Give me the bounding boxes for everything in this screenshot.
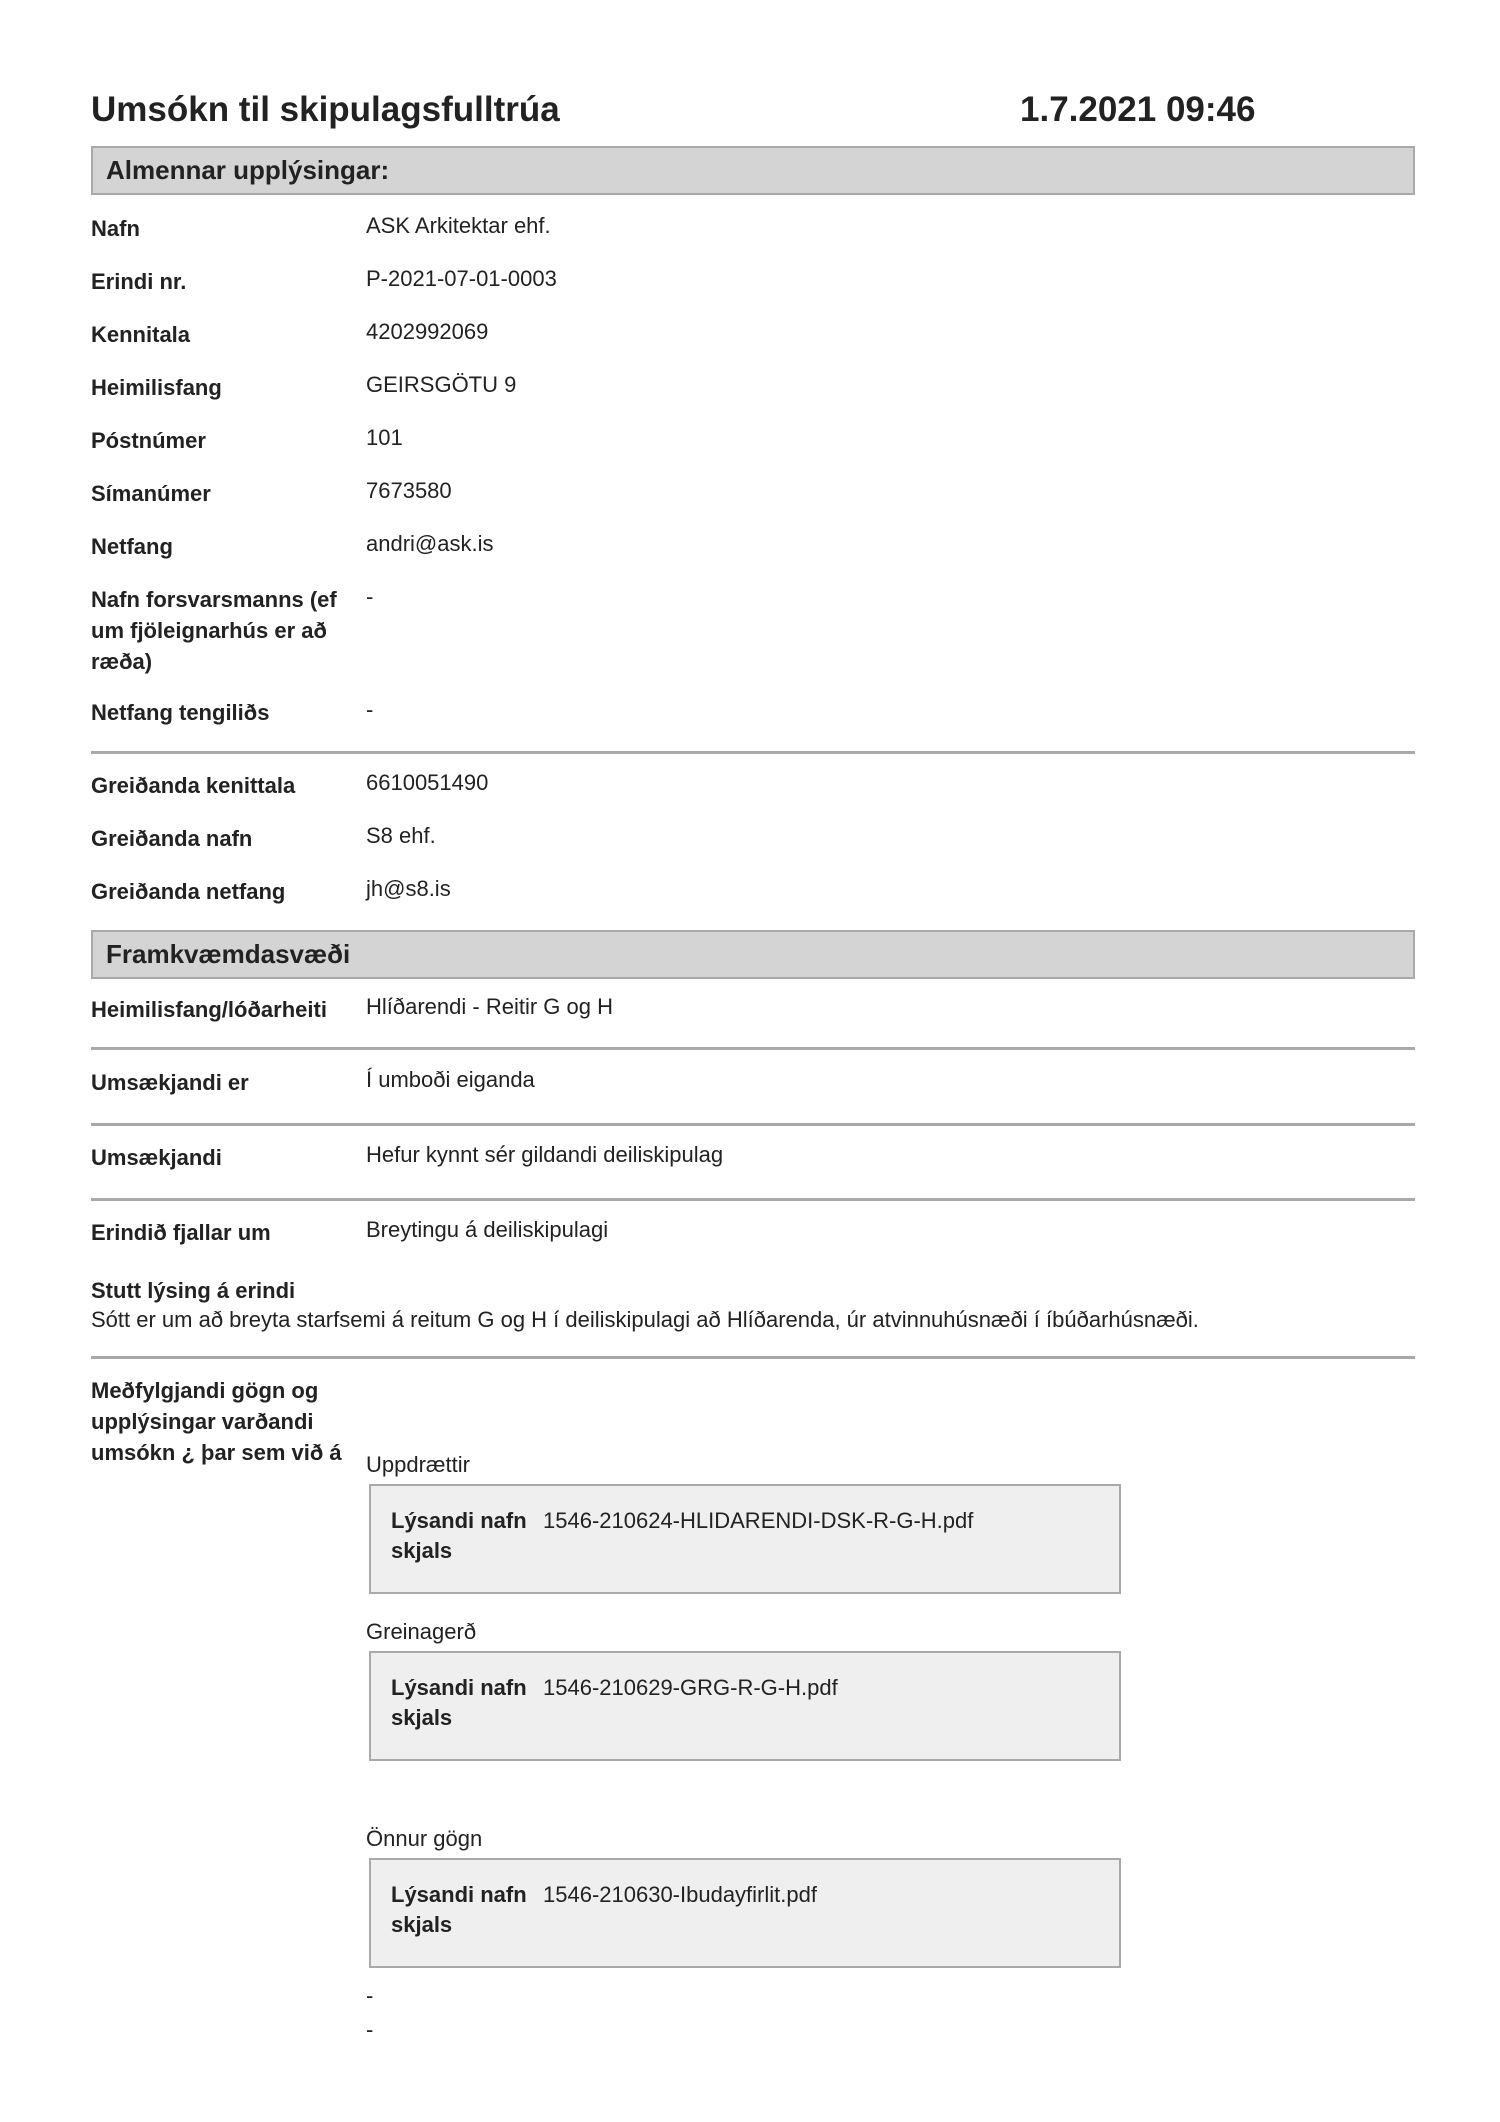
field-value-phone: 7673580 — [366, 478, 452, 503]
field-value-payer-email: jh@s8.is — [366, 876, 451, 901]
divider — [91, 1047, 1415, 1050]
section-header-project-area: Framkvæmdasvæði — [91, 930, 1415, 979]
field-label-applicant-is: Umsækjandi er — [91, 1070, 249, 1095]
field-label-contact-email: Netfang tengiliðs — [91, 700, 270, 725]
field-label-phone: Símanúmer — [91, 481, 211, 506]
divider — [91, 751, 1415, 754]
field-label-case-number: Erindi nr. — [91, 269, 187, 294]
field-value-case-subject: Breytingu á deiliskipulagi — [366, 1217, 609, 1242]
attachment-field-label: Lýsandi nafn skjals — [391, 1882, 527, 1937]
field-value-applicant: Hefur kynnt sér gildandi deiliskipulag — [366, 1142, 724, 1167]
case-description — [91, 1276, 1415, 1334]
attachments-label: Meðfylgjandi gögn og upplýsingar varðandi umsókn ¿ þar sem við á — [91, 1378, 342, 1465]
case-description-label: Stutt lýsing á erindi — [91, 1278, 296, 1303]
field-label-payer-id: Greiðanda kenittala — [91, 773, 296, 798]
field-label-name: Nafn — [91, 216, 140, 241]
field-value-applicant-is: Í umboði eiganda — [366, 1067, 535, 1092]
attachment-category-drawings: Uppdrættir — [366, 1452, 470, 1477]
field-value-postcode: 101 — [366, 425, 403, 450]
field-label-payer-email: Greiðanda netfang — [91, 879, 286, 904]
field-value-case-number: P-2021-07-01-0003 — [366, 266, 557, 291]
field-value-address: GEIRSGÖTU 9 — [366, 372, 517, 397]
divider — [91, 1356, 1415, 1359]
field-value-payer-id: 6610051490 — [366, 770, 489, 795]
field-value-email: andri@ask.is — [366, 531, 494, 556]
field-label-site-address: Heimilisfang/lóðarheiti — [91, 997, 327, 1022]
attachment-field-label: Lýsandi nafn skjals — [391, 1508, 527, 1563]
field-value-representative: - — [366, 584, 374, 609]
field-value-site-address: Hlíðarendi - Reitir G og H — [366, 994, 613, 1019]
attachment-category-other: Önnur gögn — [366, 1826, 483, 1851]
field-label-email: Netfang — [91, 534, 173, 559]
field-label-applicant: Umsækjandi — [91, 1145, 222, 1170]
field-label-representative: Nafn forsvarsmanns (ef um fjöleignarhús er að ræða) — [91, 587, 337, 674]
field-label-payer-name: Greiðanda nafn — [91, 826, 253, 851]
field-label-address: Heimilisfang — [91, 375, 222, 400]
attachment-field-label: Lýsandi nafn skjals — [391, 1675, 527, 1730]
field-value-contact-email: - — [366, 697, 374, 722]
empty-value-dash: - — [366, 1983, 374, 2008]
case-description-text: Sótt er um að breyta starfsemi á reitum G og H í deiliskipulagi að Hlíðarenda, úr atvinnuhúsnæði í íbúðarhúsnæði. — [91, 1307, 1199, 1332]
attachment-category-report: Greinagerð — [366, 1619, 477, 1644]
field-label-postcode: Póstnúmer — [91, 428, 206, 453]
attachment-box — [369, 1858, 1121, 1968]
field-label-id-number: Kennitala — [91, 322, 191, 347]
field-value-name: ASK Arkitektar ehf. — [366, 213, 551, 238]
document-datetime: 1.7.2021 09:46 — [1020, 90, 1256, 129]
field-value-id-number: 4202992069 — [366, 319, 489, 344]
field-label-case-subject: Erindið fjallar um — [91, 1220, 271, 1245]
divider — [91, 1123, 1415, 1126]
divider — [91, 1198, 1415, 1201]
attachment-file-link[interactable]: 1546-210629-GRG-R-G-H.pdf — [543, 1675, 838, 1700]
field-value-payer-name: S8 ehf. — [366, 823, 436, 848]
document-title: Umsókn til skipulagsfulltrúa — [91, 90, 560, 129]
empty-value-dash: - — [366, 2017, 374, 2042]
attachment-box — [369, 1651, 1121, 1761]
attachment-box — [369, 1484, 1121, 1594]
attachment-file-link[interactable]: 1546-210624-HLIDARENDI-DSK-R-G-H.pdf — [543, 1508, 974, 1533]
attachment-file-link[interactable]: 1546-210630-Ibudayfirlit.pdf — [543, 1882, 817, 1907]
section-header-general: Almennar upplýsingar: — [91, 146, 1415, 195]
